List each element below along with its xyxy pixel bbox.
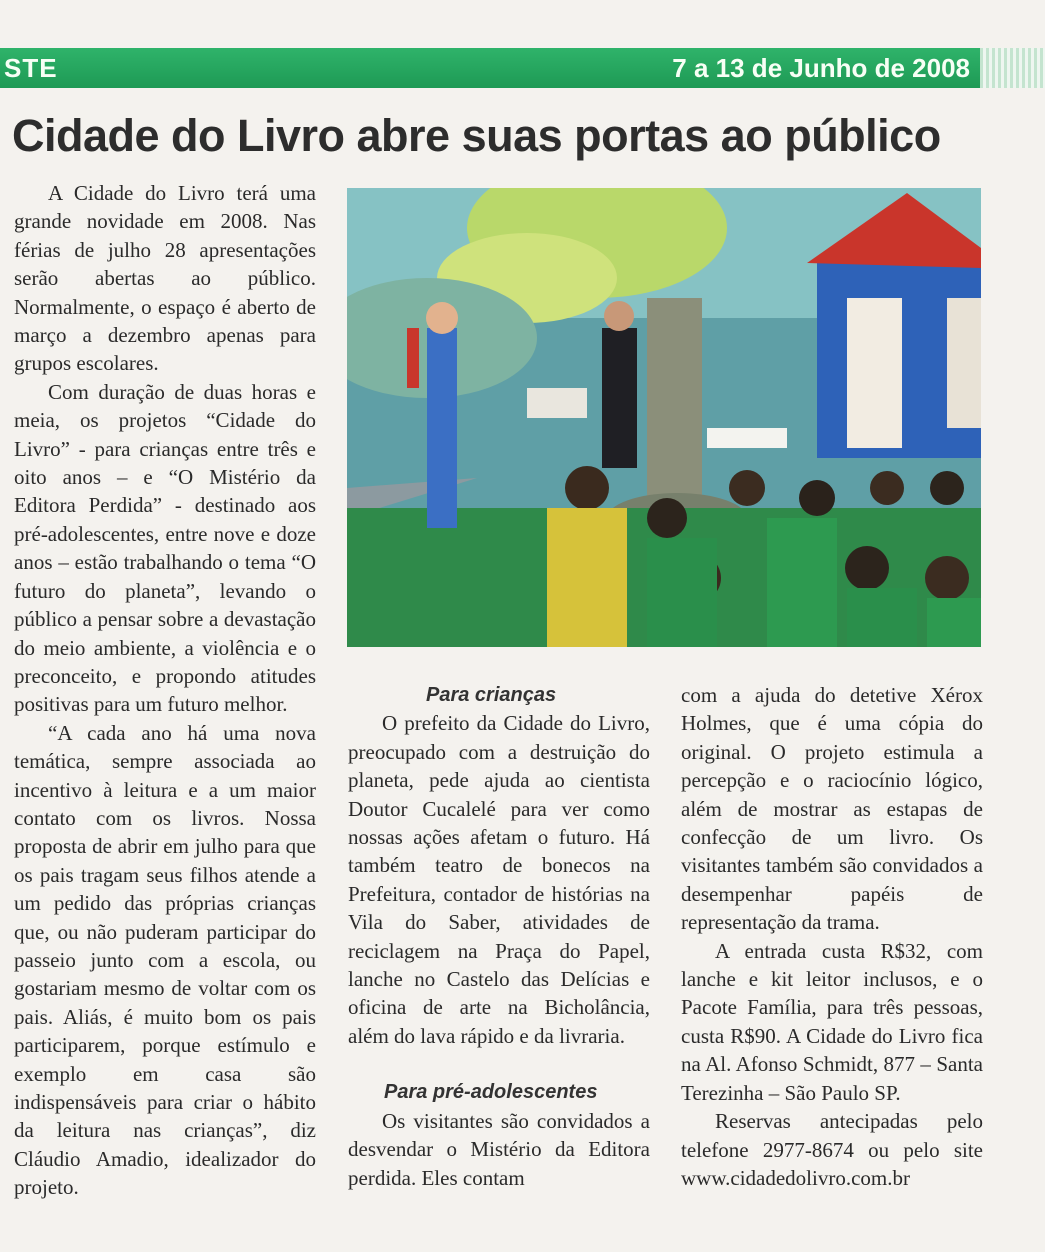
paragraph: Os visitantes são convidados a desvendar o Mistério da Editora perdida. Eles contam xyxy=(348,1108,650,1190)
article-column-2 xyxy=(348,681,650,1192)
subheading-children: Para crianças xyxy=(426,684,557,706)
subheading-preteens: Para pré-adolescentes xyxy=(384,1081,598,1104)
article-column-3 xyxy=(681,681,983,1192)
section-name: STE xyxy=(4,53,58,83)
paragraph: Reservas antecipadas pelo telefone 2977-8674 ou pelo site www.cidadedolivro.com.br xyxy=(681,1109,983,1190)
paragraph: O prefeito da Cidade do Livro, preocupado com a destruição do planeta, pede ajuda ao cientista Doutor Cucalelé para ver como nossas ações afetam o futuro. Há também teatro de bonecos na Prefeitura, contador de histórias na Vila do Saber, atividades de reciclagem na Praça do Papel, lanche no Castelo das Delícias e oficina de arte na Bicholância, além do lava rápido e da livraria. xyxy=(348,711,650,1048)
article-photo xyxy=(347,188,981,647)
issue-date: 7 a 13 de Junho de 2008 xyxy=(672,53,970,83)
paragraph: A entrada custa R$32, com lanche e kit leitor inclusos, e o Pacote Família, para três pessoas, custa R$90. A Cidade do Livro fica na Al. Afonso Schmidt, 877 – Santa Terezinha – São Paulo SP. xyxy=(681,938,983,1105)
article-column-1 xyxy=(14,179,316,1202)
paragraph: com a ajuda do detetive Xérox Holmes, que é uma cópia do original. O projeto estimula a percepção e o raciocínio lógico, além de mostrar as estapas de confecção de um livro. Os visitantes também são convidados a desempenhar papéis de representação da trama. xyxy=(681,683,983,935)
paragraph: “A cada ano há uma nova temática, sempre associada ao incentivo à leitura e a um maior contato com os livros. Nossa proposta de abrir em julho para que os pais tragam seus filhos atende a um pedido das próprias crianças que, ou não puderam participar do passeio junto com a escola, ou gostariam mesmo de voltar com os pais. Aliás, é muito bom os pais participarem, porque estímulo e exemplo em casa são indispensáveis para criar o hábito da leitura nas crianças”, diz Cláudio Amadio, idealizador do projeto. xyxy=(14,720,316,1200)
section-bar xyxy=(0,48,980,88)
paragraph: A Cidade do Livro terá uma grande novidade em 2008. Nas férias de julho 28 apresentações serão abertas ao público. Normalmente, o espaço é aberto de março a dezembro apenas para grupos escolares. xyxy=(14,181,316,376)
bar-edge-decoration xyxy=(980,48,1045,88)
article-headline: Cidade do Livro abre suas portas ao público xyxy=(12,110,941,161)
paragraph: Com duração de duas horas e meia, os projetos “Cidade do Livro” - para crianças entre três e oito anos – e “O Mistério da Editora Perdida” - destinado aos pré-adolescentes, entre nove e doze anos – estão trabalhando o tema “O futuro do planeta”, levando o público a pensar sobre a devastação do meio ambiente, a violência e o preconceito, e propondo atitudes positivas para um futuro melhor. xyxy=(14,379,316,717)
theater-scene-illustration xyxy=(347,188,981,647)
